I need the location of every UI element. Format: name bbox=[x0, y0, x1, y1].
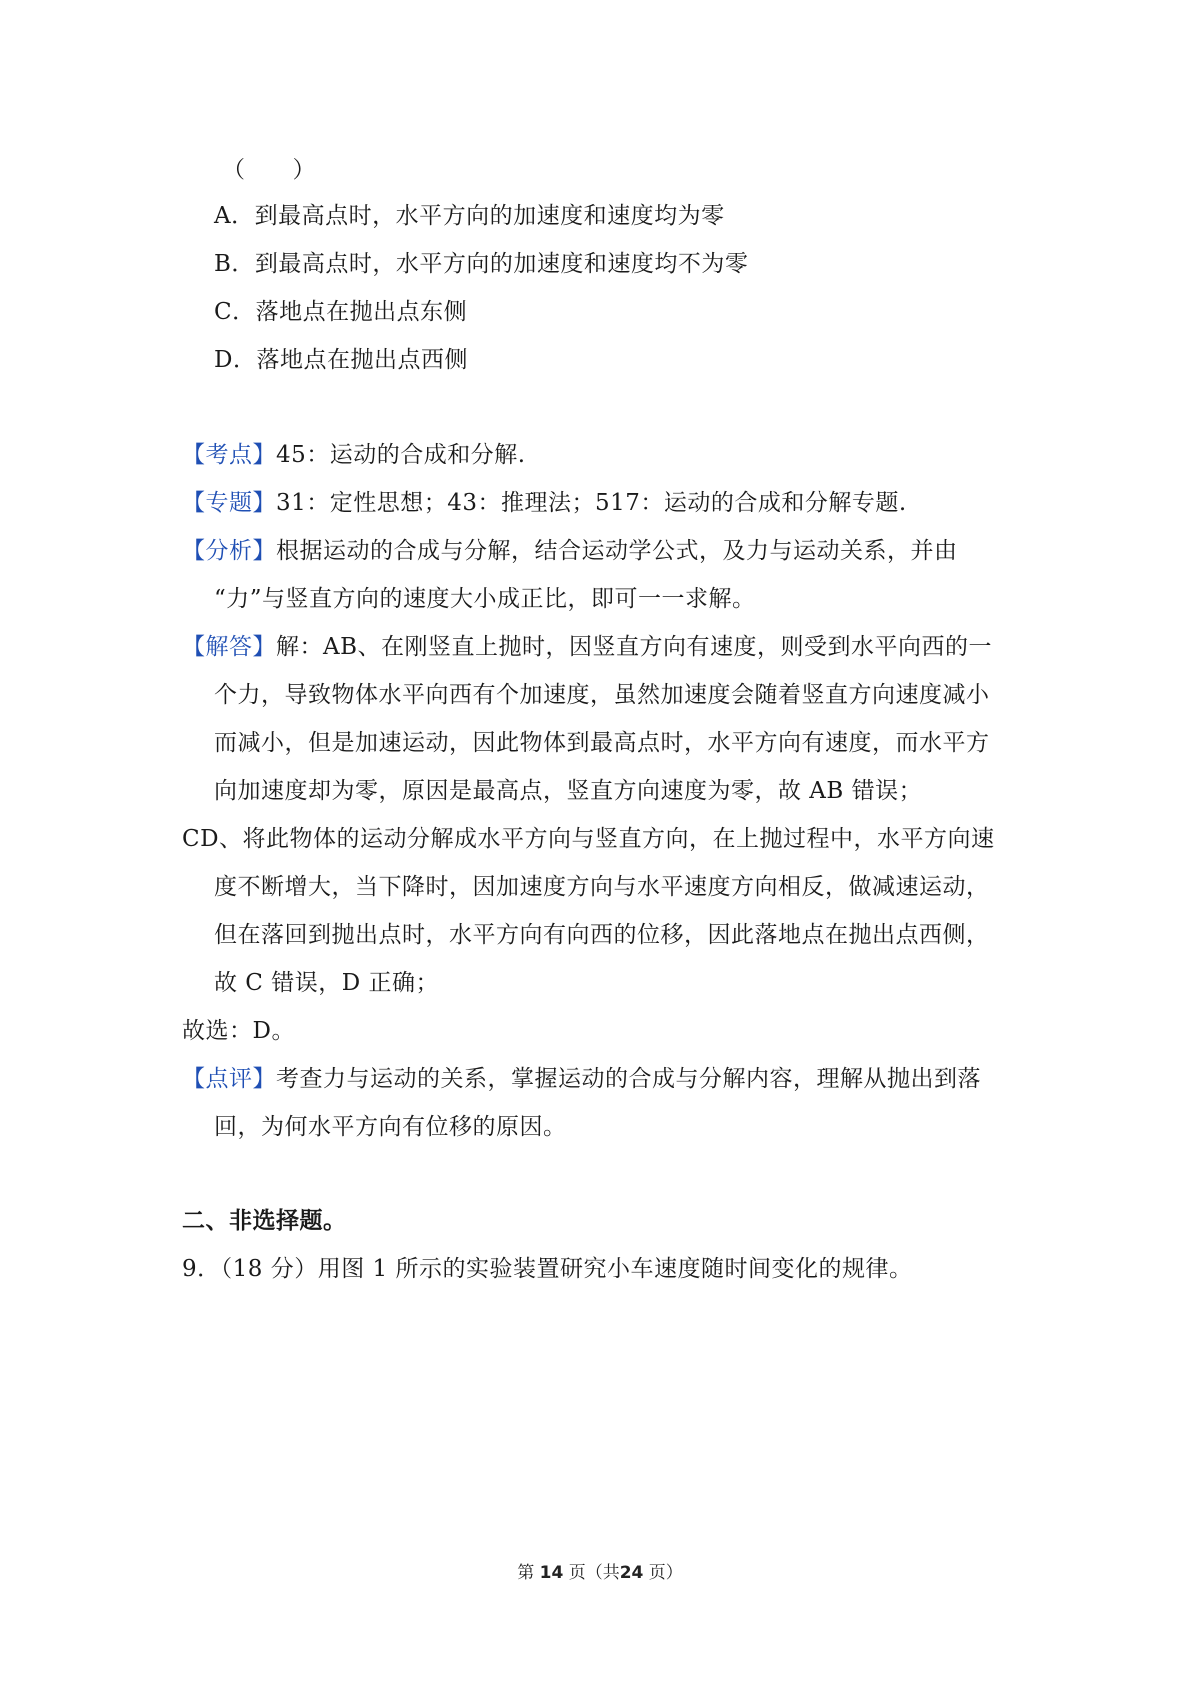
jieda-line-3: 而减小，但是加速运动，因此物体到最高点时，水平方向有速度，而水平方 bbox=[214, 730, 990, 756]
jieda-line-4: 向加速度却为零，原因是最高点，竖直方向速度为零，故 AB 错误； bbox=[214, 778, 923, 804]
option-d: D．落地点在抛出点西侧 bbox=[214, 347, 468, 373]
jieda-line-7: 但在落回到抛出点时，水平方向有向西的位移，因此落地点在抛出点西侧， bbox=[214, 922, 990, 948]
dianping-line-1 bbox=[182, 1064, 981, 1094]
option-b: B．到最高点时，水平方向的加速度和速度均不为零 bbox=[214, 251, 749, 277]
footer-suffix: 页） bbox=[648, 1563, 683, 1583]
jieda-line-8: 故 C 错误，D 正确； bbox=[214, 970, 439, 996]
option-c: C．落地点在抛出点东侧 bbox=[214, 299, 468, 325]
fenxi-text-1: 根据运动的合成与分解，结合运动学公式，及力与运动关系，并由 bbox=[276, 538, 958, 564]
kaodian-line bbox=[182, 440, 526, 470]
dianping-text-1: 考查力与运动的关系，掌握运动的合成与分解内容，理解从抛出到落 bbox=[276, 1066, 981, 1092]
page-footer bbox=[0, 1562, 1200, 1584]
kaodian-tag: 【考点】 bbox=[182, 442, 276, 468]
footer-prefix: 第 bbox=[517, 1563, 535, 1583]
total-pages: 24 bbox=[619, 1563, 644, 1583]
jieda-text-1: 解：AB、在刚竖直上抛时，因竖直方向有速度，则受到水平向西的一 bbox=[276, 634, 993, 660]
section-title: 二、非选择题。 bbox=[182, 1207, 347, 1234]
kaodian-text: 45：运动的合成和分解. bbox=[276, 442, 526, 468]
dianping-tag: 【点评】 bbox=[182, 1066, 276, 1092]
jieda-tag: 【解答】 bbox=[182, 634, 276, 660]
dianping-line-2: 回，为何水平方向有位移的原因。 bbox=[214, 1114, 567, 1140]
zhuanti-tag: 【专题】 bbox=[182, 490, 276, 516]
jieda-line-5: CD、将此物体的运动分解成水平方向与竖直方向，在上抛过程中，水平方向速 bbox=[182, 826, 995, 852]
fenxi-line-2: “力”与竖直方向的速度大小成正比，即可一一求解。 bbox=[214, 586, 756, 612]
zhuanti-line bbox=[182, 488, 907, 518]
jieda-line-2: 个力，导致物体水平向西有个加速度，虽然加速度会随着竖直方向速度减小 bbox=[214, 682, 990, 708]
footer-middle: 页（共 bbox=[568, 1563, 620, 1583]
option-a: A．到最高点时，水平方向的加速度和速度均为零 bbox=[214, 203, 725, 229]
jieda-line-9: 故选：D。 bbox=[182, 1018, 295, 1044]
jieda-line-6: 度不断增大，当下降时，因加速度方向与水平速度方向相反，做减速运动， bbox=[214, 874, 990, 900]
question-9: 9．（18 分）用图 1 所示的实验装置研究小车速度随时间变化的规律。 bbox=[182, 1256, 913, 1282]
jieda-line-1 bbox=[182, 632, 992, 662]
fenxi-tag: 【分析】 bbox=[182, 538, 276, 564]
fenxi-line-1 bbox=[182, 536, 958, 566]
answer-bracket: （ ） bbox=[222, 157, 316, 183]
zhuanti-text: 31：定性思想；43：推理法；517：运动的合成和分解专题. bbox=[276, 490, 907, 516]
page-number: 14 bbox=[539, 1563, 564, 1583]
